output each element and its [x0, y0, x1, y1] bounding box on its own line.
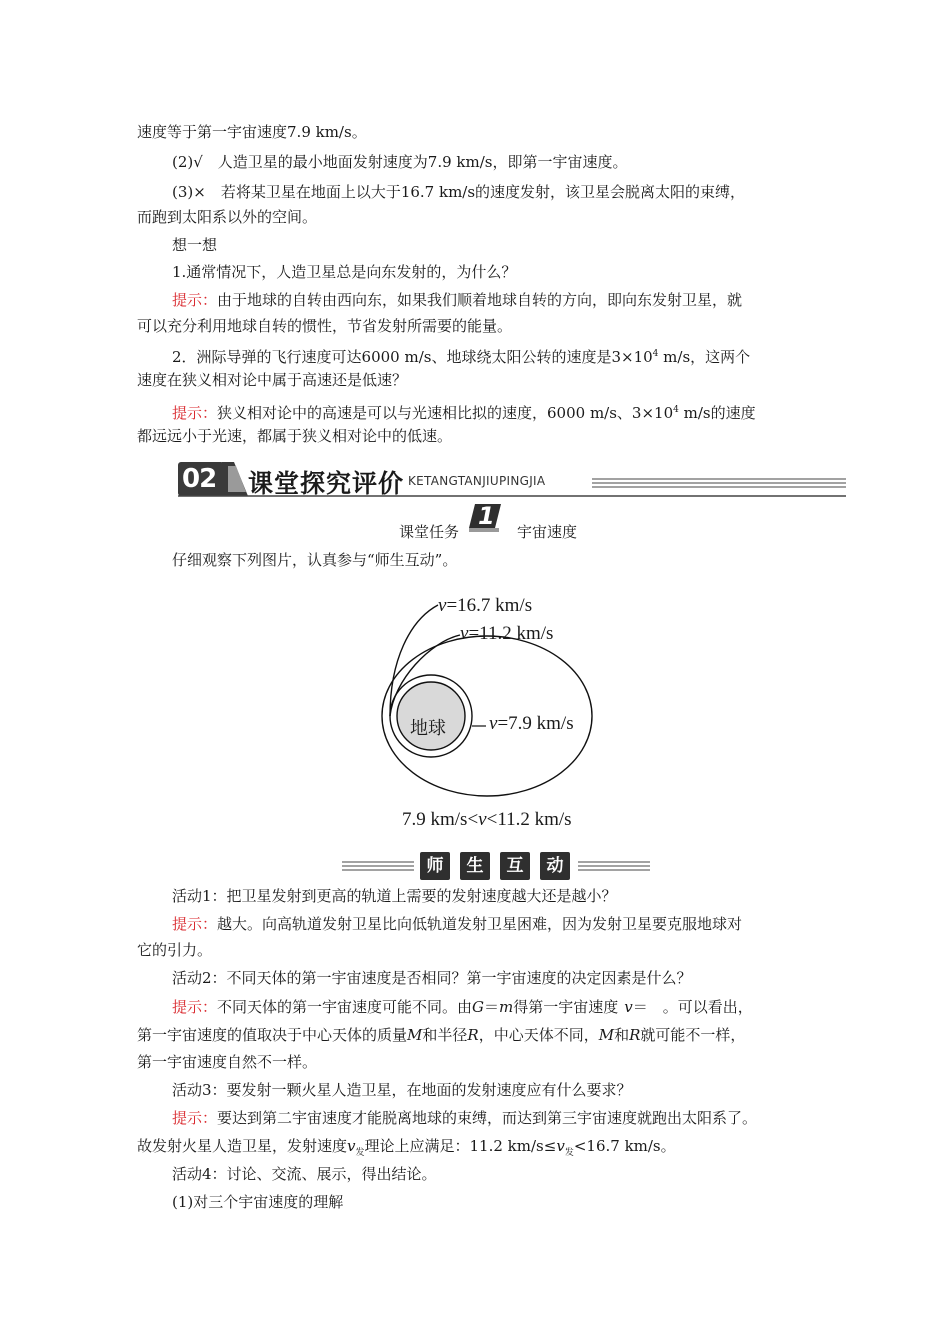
range-start: 7.9 km/s<	[402, 809, 479, 830]
activity-2-question: 活动2：不同天体的第一宇宙速度是否相同？第一宇宙速度的决定因素是什么？	[172, 969, 692, 987]
text-part: 第一宇宙速度的值取决于中心天体的质量	[137, 1026, 408, 1044]
exponent: 4	[673, 405, 679, 415]
text-line: 速度在狭义相对论中属于高速还是低速？	[137, 371, 408, 389]
section-subtitle: KETANGTANJIUPINGJIA	[408, 474, 546, 488]
text-line: 而跑到太阳系以外的空间。	[137, 208, 318, 226]
task-title: 宇宙速度	[517, 523, 578, 541]
label-text: =7.9 km/s	[497, 713, 574, 734]
observe-instruction: 仔细观察下列图片，认真参与“师生互动”。	[172, 551, 458, 569]
text-line: 可以充分利用地球自转的惯性，节省发射所需要的能量。	[137, 317, 513, 335]
hint-text-end: m/s的速度	[678, 404, 756, 422]
label-v-7-9	[489, 714, 574, 734]
answer-3: (3)× 若将某卫星在地面上以大于16.7 km/s的速度发射，该卫星会脱离太阳的束缚，	[172, 183, 746, 201]
q2-text: 2．洲际导弹的飞行速度可达6000 m/s、地球绕太阳公转的速度是3×10	[172, 348, 653, 366]
label-v-16-7	[438, 596, 532, 616]
activity-4-question: 活动4：讨论、交流、展示，得出结论。	[172, 1165, 437, 1183]
banner-char: 动	[540, 852, 570, 880]
hint-label: 提示：	[172, 1109, 218, 1127]
label-v-11-2	[460, 624, 553, 644]
hint-label: 提示：	[172, 998, 218, 1016]
activity-3-question: 活动3：要发射一颗火星人造卫星，在地面的发射速度应有什么要求？	[172, 1081, 632, 1099]
text-line	[137, 1136, 676, 1163]
hint-text: 越大。向高轨道发射卫星比向低轨道发射卫星困难，因为发射卫星要克服地球对	[217, 915, 743, 933]
banner-right-lines	[578, 858, 650, 874]
hint-text: 得第一宇宙速度	[513, 998, 619, 1016]
symbol-G: G	[472, 998, 485, 1016]
task-prefix: 课堂任务	[399, 523, 460, 541]
hint-text: ＝	[484, 998, 500, 1016]
hint-1	[172, 290, 742, 310]
symbol-M: M	[407, 1026, 423, 1044]
hint-text: 不同天体的第一宇宙速度可能不同。由	[217, 998, 473, 1016]
text-part: 和	[614, 1026, 630, 1044]
subscript: 发	[564, 1148, 574, 1158]
symbol-v: v	[624, 998, 633, 1016]
section-rule-lines	[592, 476, 846, 496]
symbol-v: v	[347, 1137, 356, 1155]
hint-2	[172, 400, 756, 423]
task-number: 1	[478, 502, 495, 530]
activity-3-hint	[172, 1108, 757, 1128]
banner-char: 师	[420, 852, 450, 880]
text-line: 速度等于第一宇宙速度7.9 km/s。	[137, 123, 367, 141]
label-text: =11.2 km/s	[468, 623, 554, 644]
text-line: 第一宇宙速度自然不一样。	[137, 1053, 318, 1071]
earth-label: 地球	[410, 718, 446, 739]
text-part: 理论上应满足：11.2 km/s≤	[364, 1137, 557, 1155]
banner-left-lines	[342, 858, 414, 874]
banner-char: 互	[500, 852, 530, 880]
section-number: 02	[182, 464, 217, 494]
symbol-m: m	[499, 998, 514, 1016]
symbol-R: R	[467, 1026, 479, 1044]
text-line: 都远远小于光速，都属于狭义相对论中的低速。	[137, 427, 453, 445]
earth	[397, 682, 465, 750]
q2-text-end: m/s，这两个	[658, 348, 751, 366]
symbol-R: R	[629, 1026, 641, 1044]
activity-2-hint	[172, 997, 753, 1017]
task-number-badge	[469, 504, 501, 534]
hint-label: 提示：	[172, 915, 218, 933]
cosmic-velocity-figure	[370, 580, 620, 842]
question-1: 1.通常情况下，人造卫星总是向东发射的，为什么？	[172, 263, 517, 281]
v-symbol: v	[438, 595, 447, 616]
section-arrow-icon	[222, 462, 248, 496]
activity-1-question: 活动1：把卫星发射到更高的轨道上需要的发射速度越大还是越小？	[172, 887, 617, 905]
v-symbol: v	[460, 623, 469, 644]
section-title: 课堂探究评价	[248, 469, 405, 498]
think-title: 想一想	[172, 236, 218, 254]
label-range	[402, 810, 572, 830]
hint-text: 要达到第二宇宙速度才能脱离地球的束缚，而达到第三宇宙速度就跑出太阳系了。	[217, 1109, 758, 1127]
range-end: <11.2 km/s	[486, 809, 572, 830]
text-part: 就可能不一样，	[640, 1026, 746, 1044]
activity-1-hint	[172, 914, 742, 934]
symbol-M: M	[598, 1026, 615, 1044]
question-2	[172, 344, 750, 367]
section-number-badge	[178, 462, 224, 496]
hint-label: 提示：	[172, 404, 218, 422]
hint-text: 由于地球的自转由西向东，如果我们顺着地球自转的方向，即向东发射卫星，就	[217, 291, 743, 309]
v-symbol: v	[489, 713, 498, 734]
text-line: 它的引力。	[137, 941, 213, 959]
banner-char: 生	[460, 852, 490, 880]
exponent: 4	[652, 349, 659, 359]
hint-text: 狭义相对论中的高速是可以与光速相比拟的速度，6000 m/s、3×10	[217, 404, 674, 422]
answer-2: (2)√ 人造卫星的最小地面发射速度为7.9 km/s，即第一宇宙速度。	[172, 153, 628, 171]
section-underline	[178, 495, 846, 499]
text-part: <16.7 km/s。	[573, 1137, 676, 1155]
hint-label: 提示：	[172, 291, 218, 309]
symbol-v: v	[556, 1137, 565, 1155]
v-symbol: v	[478, 809, 487, 830]
text-part: 故发射火星人造卫星，发射速度	[137, 1137, 348, 1155]
subscript: 发	[355, 1148, 365, 1158]
hint-text: ＝ 。可以看出，	[632, 998, 753, 1016]
text-part: ，中心天体不同，	[478, 1026, 599, 1044]
label-text: =16.7 km/s	[446, 595, 533, 616]
text-part: 和半径	[422, 1026, 468, 1044]
section-header	[178, 462, 846, 498]
text-line	[137, 1025, 745, 1045]
activity-4-subheading: (1)对三个宇宙速度的理解	[172, 1193, 344, 1211]
